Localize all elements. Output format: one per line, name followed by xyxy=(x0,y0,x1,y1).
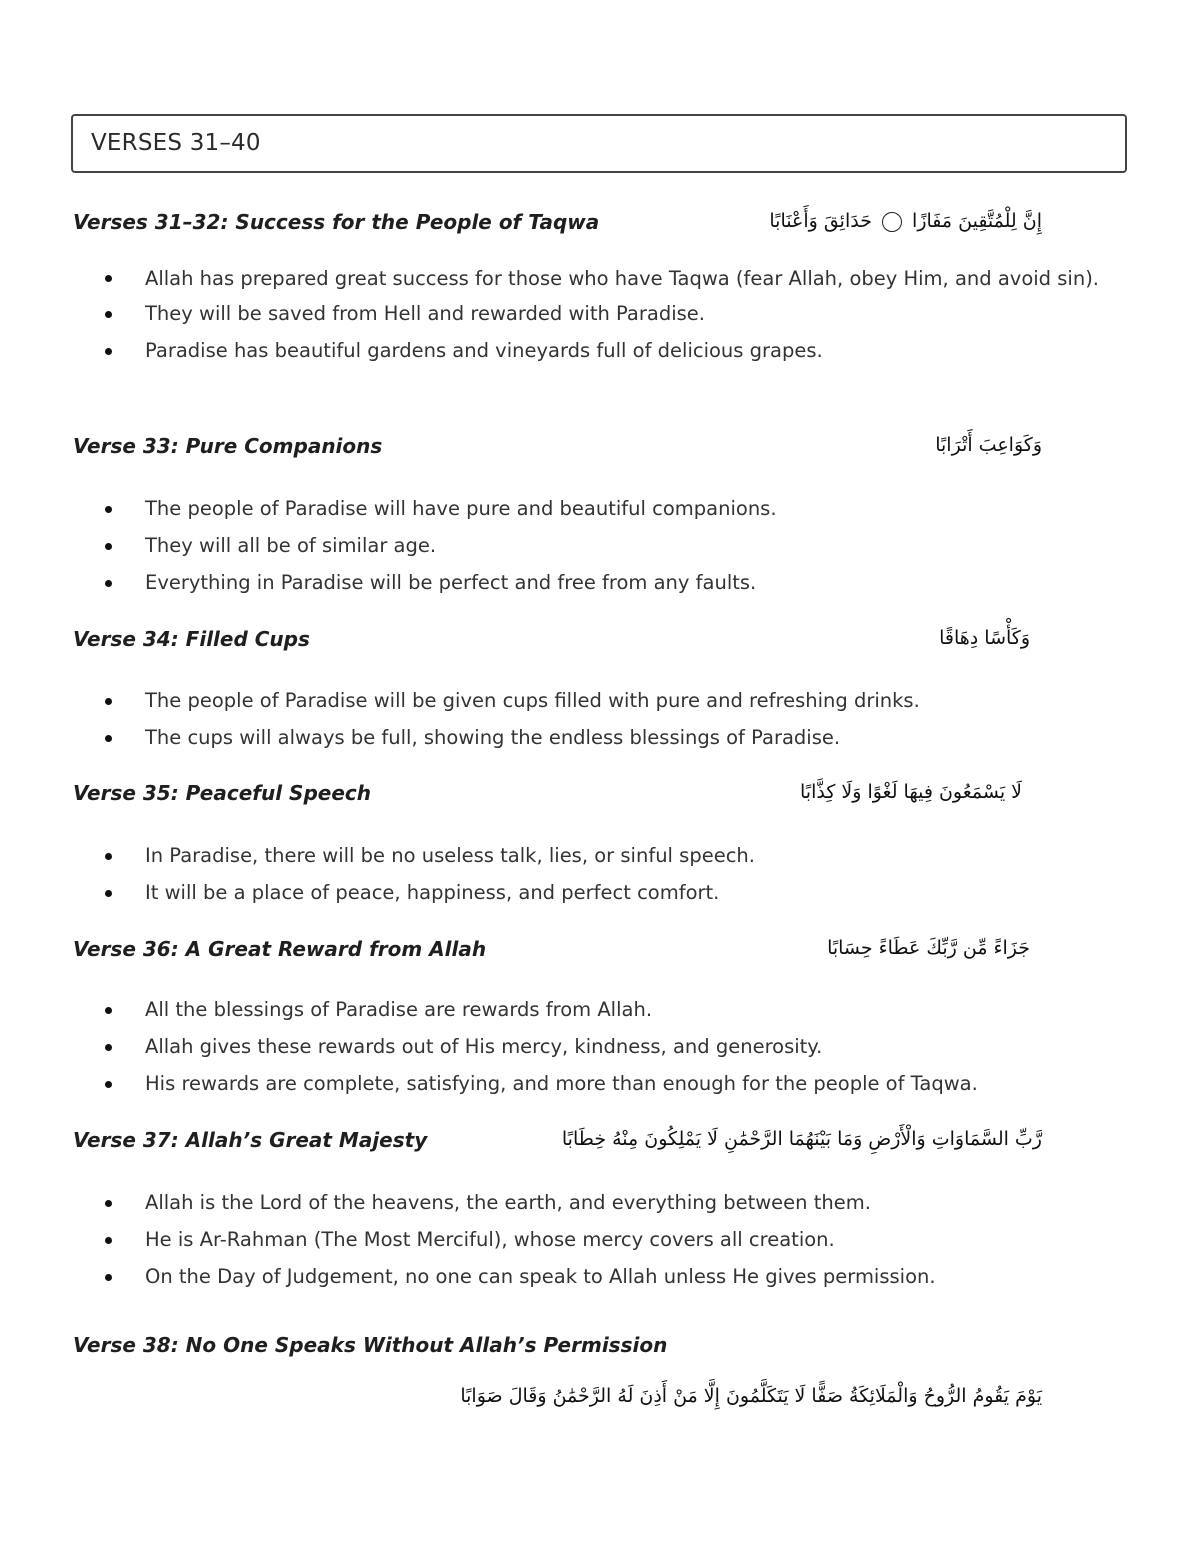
bullet-icon xyxy=(105,1044,112,1051)
list-item: The people of Paradise will have pure and beautiful companions. xyxy=(105,494,1105,524)
list-item: In Paradise, there will be no useless talk, lies, or sinful speech. xyxy=(105,841,1105,871)
bullet-icon xyxy=(105,1274,112,1281)
arabic-verse: يَوْمَ يَقُومُ الرُّوحُ وَالْمَلَائِكَةُ صَفًّا لَا يَتَكَلَّمُونَ إِلَّا مَنْ أَذِنَ لَهُ الرَّحْمَٰنُ وَقَالَ صَوَابًا xyxy=(460,1385,1042,1407)
list-item: Allah is the Lord of the heavens, the earth, and everything between them. xyxy=(105,1188,1105,1218)
bullet-icon xyxy=(105,275,112,282)
bullet-list xyxy=(105,1188,1105,1299)
bullet-list xyxy=(105,841,1105,915)
arabic-verse: لَا يَسْمَعُونَ فِيهَا لَغْوًا وَلَا كِذَّابًا xyxy=(800,781,1022,803)
bullet-icon xyxy=(105,890,112,897)
bullet-list xyxy=(105,995,1105,1106)
bullet-icon xyxy=(105,580,112,587)
bullet-icon xyxy=(105,506,112,513)
title-box xyxy=(71,114,1127,173)
arabic-verse-31: إِنَّ لِلْمُتَّقِينَ مَفَازًا xyxy=(912,210,1042,232)
bullet-icon xyxy=(105,853,112,860)
bullet-icon xyxy=(105,311,112,318)
list-item: The people of Paradise will be given cups filled with pure and refreshing drinks. xyxy=(105,686,1105,716)
bullet-list xyxy=(105,494,1105,605)
page-title: VERSES 31–40 xyxy=(91,130,261,156)
bullet-icon xyxy=(105,735,112,742)
section-heading: Verse 35: Peaceful Speech xyxy=(73,781,371,805)
verse-end-marker-icon xyxy=(882,212,902,232)
bullet-list xyxy=(105,686,1105,760)
list-item: They will be saved from Hell and rewarded with Paradise. xyxy=(105,299,1105,329)
bullet-icon xyxy=(105,348,112,355)
section-heading: Verses 31–32: Success for the People of Taqwa xyxy=(73,210,600,234)
list-item: On the Day of Judgement, no one can speak to Allah unless He gives permission. xyxy=(105,1262,1105,1292)
list-item: His rewards are complete, satisfying, and more than enough for the people of Taqwa. xyxy=(105,1069,1105,1099)
arabic-verse-32: حَدَائِقَ وَأَعْنَابًا xyxy=(769,210,872,232)
section-heading: Verse 38: No One Speaks Without Allah’s Permission xyxy=(73,1333,668,1357)
list-item: Allah gives these rewards out of His mercy, kindness, and generosity. xyxy=(105,1032,1105,1062)
section-heading: Verse 33: Pure Companions xyxy=(73,434,383,458)
bullet-icon xyxy=(105,1081,112,1088)
bullet-icon xyxy=(105,1007,112,1014)
list-item: It will be a place of peace, happiness, and perfect comfort. xyxy=(105,878,1105,908)
arabic-verse: رَّبِّ السَّمَاوَاتِ وَالْأَرْضِ وَمَا بَيْنَهُمَا الرَّحْمَٰنِ لَا يَمْلِكُونَ مِنْهُ خِطَابًا xyxy=(561,1128,1042,1150)
bullet-icon xyxy=(105,1200,112,1207)
list-item: All the blessings of Paradise are rewards from Allah. xyxy=(105,995,1105,1025)
arabic-verse: وَكَأْسًا دِهَاقًا xyxy=(939,627,1030,649)
list-item: Everything in Paradise will be perfect and free from any faults. xyxy=(105,568,1105,598)
bullet-icon xyxy=(105,1237,112,1244)
bullet-icon xyxy=(105,698,112,705)
section-heading: Verse 34: Filled Cups xyxy=(73,627,310,651)
section-heading: Verse 36: A Great Reward from Allah xyxy=(73,937,487,961)
list-item: Paradise has beautiful gardens and vineyards full of delicious grapes. xyxy=(105,336,1105,366)
section-heading: Verse 37: Allah’s Great Majesty xyxy=(73,1128,428,1152)
arabic-verse: وَكَوَاعِبَ أَتْرَابًا xyxy=(935,434,1042,456)
list-item: They will all be of similar age. xyxy=(105,531,1105,561)
arabic-verse: جَزَاءً مِّن رَّبِّكَ عَطَاءً حِسَابًا xyxy=(827,937,1030,959)
bullet-list xyxy=(105,261,1105,373)
bullet-icon xyxy=(105,543,112,550)
list-item: The cups will always be full, showing the endless blessings of Paradise. xyxy=(105,723,1105,753)
arabic-verse xyxy=(769,210,1042,232)
list-item: Allah has prepared great success for those who have Taqwa (fear Allah, obey Him, and avoid sin). xyxy=(105,261,1105,297)
list-item: He is Ar-Rahman (The Most Merciful), whose mercy covers all creation. xyxy=(105,1225,1105,1255)
